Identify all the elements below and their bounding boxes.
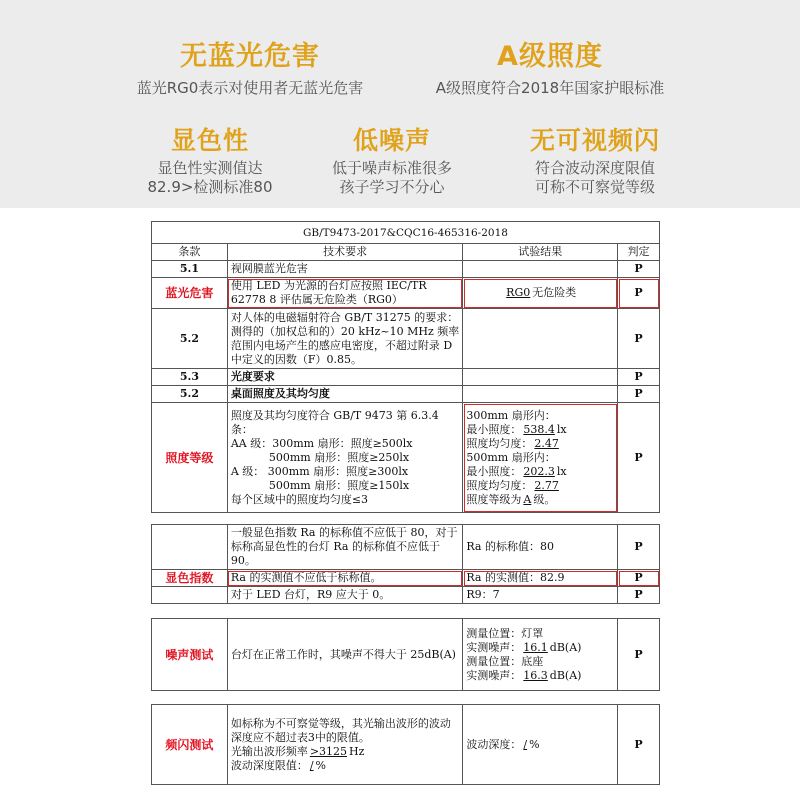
result-cell: Ra 的实测值：82.9 — [463, 570, 618, 587]
rg-class-value: RG0 — [506, 286, 531, 299]
feature-desc: 孩子学习不分心 — [339, 178, 445, 196]
requirement-cell: 对于 LED 台灯，R9 应大于 0。 — [227, 587, 463, 604]
position-1: 灯罩 — [521, 626, 544, 640]
feature-title: A级照度 — [497, 41, 603, 72]
res-line: 照度均匀度： 2.47 — [466, 436, 559, 450]
requirement-cell — [227, 403, 463, 513]
clause-cell: 5.2 — [152, 386, 228, 403]
verdict-cell: P — [618, 705, 660, 785]
frequency-value: >3125 — [309, 744, 348, 758]
req-line: A 级： 300mm 扇形：照度≥300lx — [230, 464, 409, 478]
position-2: 底座 — [521, 654, 544, 668]
result-cell: Ra 的标称值：80 — [463, 525, 618, 570]
result-cell: 波动深度： / % — [463, 705, 618, 785]
requirement-cell: 光度要求 — [227, 369, 463, 386]
feature-low-noise — [292, 125, 492, 197]
feature-desc: 82.9>检测标准80 — [147, 178, 273, 196]
illuminance-tag: 照度等级 — [152, 403, 228, 513]
res-line: 测量位置：底座 — [466, 654, 544, 668]
feature-title: 无蓝光危害 — [180, 41, 320, 72]
report-table-main — [151, 221, 660, 513]
feature-desc: 可称不可察觉等级 — [534, 178, 655, 196]
requirement-cell: 视网膜蓝光危害 — [227, 261, 463, 278]
feature-blue-light — [100, 40, 400, 98]
verdict-cell: P — [618, 278, 660, 309]
rg-class-suffix: 无危险类 — [532, 286, 577, 299]
header-clause: 条款 — [152, 244, 228, 261]
res-line: 300mm 扇形内： — [466, 408, 556, 422]
header-verdict: 判定 — [618, 244, 660, 261]
grade-value: A — [523, 492, 532, 506]
depth-result-value: / — [523, 737, 528, 751]
req-line: 如标称为不可察觉等级，其光输出波形的波动深度应不超过表3中的限值。 — [230, 716, 451, 744]
result-cell — [463, 278, 618, 309]
clause-cell: 5.2 — [152, 309, 228, 369]
res-line: 实测噪声： 16.3 dB(A) — [466, 668, 582, 682]
noise-tag: 噪声测试 — [152, 619, 228, 691]
uniformity-300-value: 2.47 — [534, 436, 559, 450]
clause-cell: 5.3 — [152, 369, 228, 386]
verdict-cell: P — [618, 587, 660, 604]
res-line: 最小照度： 202.3 lx — [466, 464, 567, 478]
verdict-cell: P — [618, 386, 660, 403]
depth-limit-value: / — [309, 758, 314, 772]
result-cell — [463, 386, 618, 403]
cri-tag: 显色指数 — [152, 570, 228, 587]
uniformity-500-value: 2.77 — [534, 478, 559, 492]
res-line: 最小照度： 538.4 lx — [466, 422, 567, 436]
feature-illuminance — [400, 40, 700, 98]
clause-cell: 5.1 — [152, 261, 228, 278]
clause-cell — [152, 525, 228, 570]
requirement-cell — [227, 705, 463, 785]
report-table-noise — [151, 618, 660, 691]
noise-1-value: 16.1 — [523, 640, 548, 654]
res-line: 照度均匀度： 2.77 — [466, 478, 559, 492]
feature-desc: 蓝光RG0表示对使用者无蓝光危害 — [136, 79, 364, 97]
feature-title: 无可视频闪 — [529, 126, 660, 155]
verdict-cell: P — [618, 619, 660, 691]
feature-no-flicker — [470, 125, 720, 197]
result-cell — [463, 261, 618, 278]
verdict-cell: P — [618, 369, 660, 386]
requirement-cell: 对人体的电磁辐射符合 GB/T 31275 的要求：测得的（加权总和的）20 kHz~10 MHz 频率范围内电场产生的感应电密度，不超过附录 D 中定义的因数（F）0.85。 — [227, 309, 463, 369]
feature-desc: 符合波动深度限值 — [534, 159, 655, 177]
feature-desc: 显色性实测值达 — [157, 159, 263, 177]
requirement-cell: 一般显色指数 Ra 的标称值不应低于 80，对于标称高显色性的台灯 Ra 的标称值不应低于 90。 — [227, 525, 463, 570]
requirement-cell: 桌面照度及其均匀度 — [227, 386, 463, 403]
req-line: 500mm 扇形：照度≥250lx — [268, 450, 410, 464]
noise-2-value: 16.3 — [523, 668, 548, 682]
standard-number: GB/T9473-2017&CQC16-465316-2018 — [152, 222, 660, 244]
res-line: 500mm 扇形内： — [466, 450, 556, 464]
feature-title: 低噪声 — [352, 126, 431, 155]
req-line: 光输出波形频率 >3125 Hz — [230, 744, 365, 758]
requirement-cell: Ra 的实测值不应低于标称值。 — [227, 570, 463, 587]
req-line: 500mm 扇形：照度≥150lx — [268, 478, 410, 492]
min-500-value: 202.3 — [523, 464, 555, 478]
req-line: 每个区域中的照度均匀度≤3 — [230, 492, 369, 506]
min-300-value: 538.4 — [523, 422, 555, 436]
req-line: AA 级：300mm 扇形：照度≥500lx — [230, 436, 413, 450]
requirement-cell: 使用 LED 为光源的台灯应按照 IEC/TR 62778 8 评估属无危险类（RG0） — [227, 278, 463, 309]
req-line: 波动深度限值： / % — [230, 758, 326, 772]
res-line: 测量位置：灯罩 — [466, 626, 544, 640]
res-line: 照度等级为 A 级。 — [466, 492, 556, 506]
result-cell — [463, 403, 618, 513]
feature-desc: 低于噪声标准很多 — [331, 159, 452, 177]
feature-desc: A级照度符合2018年国家护眼标准 — [435, 79, 665, 97]
result-cell — [463, 309, 618, 369]
verdict-cell: P — [618, 403, 660, 513]
result-cell — [463, 619, 618, 691]
flicker-tag: 频闪测试 — [152, 705, 228, 785]
report-table-flicker — [151, 704, 660, 785]
verdict-cell: P — [618, 525, 660, 570]
req-line: 照度及其均匀度符合 GB/T 9473 第 6.3.4 条： — [230, 408, 439, 436]
header-requirement: 技术要求 — [227, 244, 463, 261]
report-table-cri — [151, 524, 660, 604]
blue-light-tag: 蓝光危害 — [152, 278, 228, 309]
feature-color-rendering — [110, 125, 310, 197]
feature-title: 显色性 — [170, 126, 249, 155]
header-result: 试验结果 — [463, 244, 618, 261]
result-cell: R9：7 — [463, 587, 618, 604]
requirement-cell: 台灯在正常工作时，其噪声不得大于 25dB(A) — [227, 619, 462, 691]
result-cell — [463, 369, 618, 386]
verdict-cell: P — [618, 570, 660, 587]
verdict-cell: P — [618, 261, 660, 278]
verdict-cell: P — [618, 309, 660, 369]
res-line: 实测噪声： 16.1 dB(A) — [466, 640, 582, 654]
clause-cell — [152, 587, 228, 604]
